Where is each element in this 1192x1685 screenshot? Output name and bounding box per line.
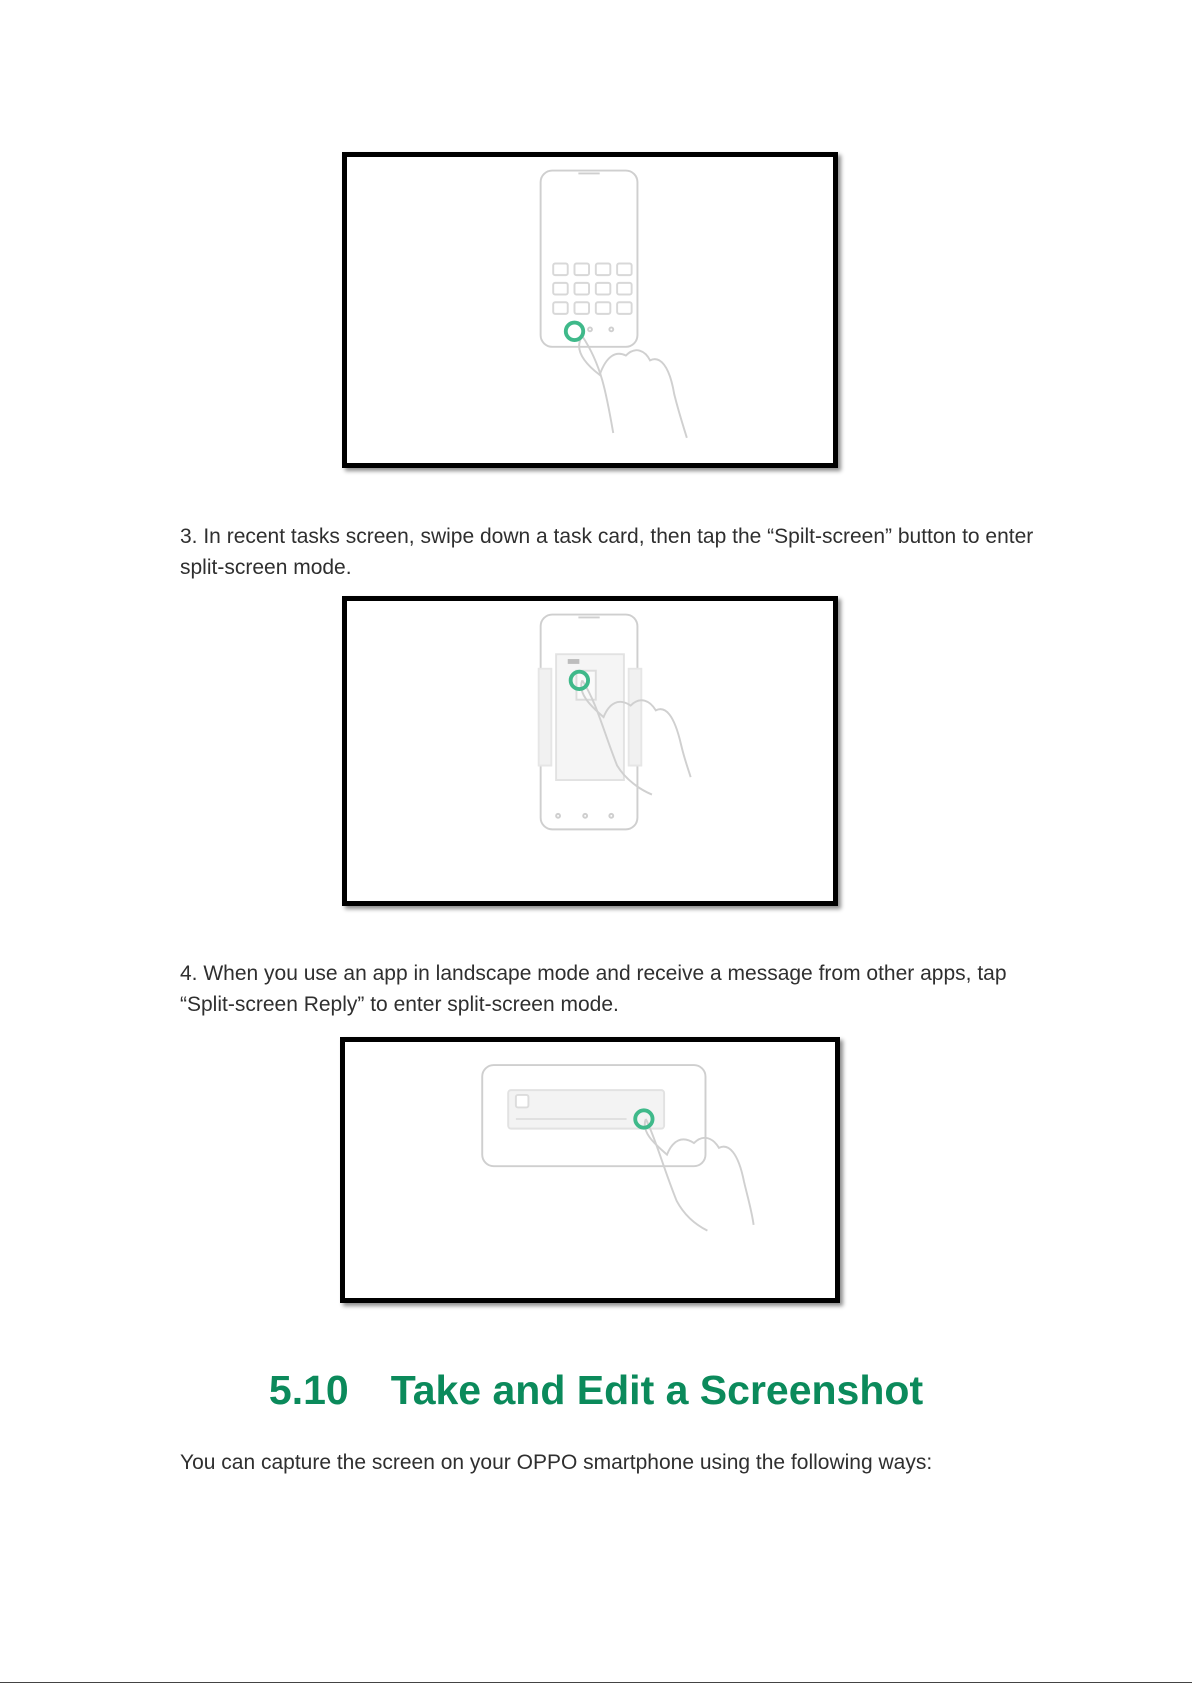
step-3-text: 3. In recent tasks screen, swipe down a task card, then tap the “Spilt-screen” button to enter split-screen mode. bbox=[180, 525, 1034, 579]
section-intro-text: You can capture the screen on your OPPO smartphone using the following ways: bbox=[180, 1451, 933, 1474]
section-number: 5.10 bbox=[268, 1367, 349, 1413]
phone-recent-tasks-illustration bbox=[347, 601, 833, 901]
step-4-text: 4. When you use an app in landscape mode and receive a message from other apps, tap “Split-screen Reply” to enter split-screen mode. bbox=[180, 962, 1007, 1016]
section-title: Take and Edit a Screenshot bbox=[390, 1367, 924, 1413]
phone-landscape-illustration bbox=[345, 1042, 835, 1298]
illustration-tap-recent-tasks bbox=[342, 152, 838, 468]
phone-portrait-illustration bbox=[347, 157, 833, 463]
section-heading bbox=[0, 1365, 1192, 1415]
illustration-split-screen-reply bbox=[340, 1037, 840, 1303]
illustration-split-screen-button bbox=[342, 596, 838, 906]
footer-rule bbox=[0, 1682, 1192, 1683]
tap-indicator bbox=[566, 323, 583, 340]
